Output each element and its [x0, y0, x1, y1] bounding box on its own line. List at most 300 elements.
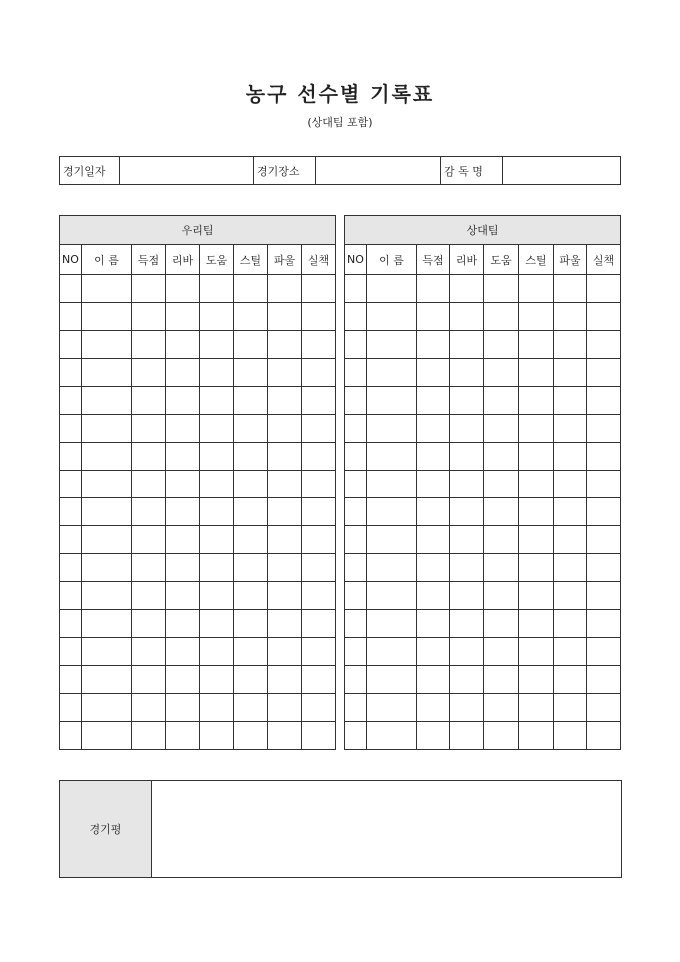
stat-cell[interactable]	[200, 386, 234, 414]
table-row	[60, 610, 336, 638]
stat-cell[interactable]	[200, 694, 234, 722]
stat-cell[interactable]	[519, 386, 554, 414]
table-row	[60, 414, 336, 442]
stat-cell[interactable]	[587, 582, 621, 610]
stat-cell[interactable]	[302, 554, 336, 582]
stat-cell[interactable]	[166, 414, 200, 442]
stat-cell[interactable]	[484, 414, 519, 442]
stat-cell[interactable]	[587, 442, 621, 470]
stat-cell[interactable]	[268, 721, 302, 749]
table-row	[60, 666, 336, 694]
column-header-turnovers: 실책	[587, 245, 621, 274]
stat-cell[interactable]	[554, 582, 587, 610]
stat-cell[interactable]	[302, 721, 336, 749]
stat-cell[interactable]	[417, 498, 450, 526]
stat-cell[interactable]	[417, 582, 450, 610]
stat-cell[interactable]	[268, 526, 302, 554]
table-row	[345, 358, 621, 386]
stat-cell[interactable]	[166, 638, 200, 666]
stat-cell[interactable]	[367, 666, 417, 694]
stat-cell[interactable]	[60, 582, 82, 610]
stat-cell[interactable]	[82, 470, 132, 498]
stat-cell[interactable]	[554, 666, 587, 694]
stat-cell[interactable]	[60, 666, 82, 694]
stat-cell[interactable]	[484, 666, 519, 694]
stat-cell[interactable]	[200, 638, 234, 666]
stat-cell[interactable]	[82, 302, 132, 330]
stat-cell[interactable]	[519, 666, 554, 694]
stat-cell[interactable]	[587, 638, 621, 666]
stat-cell[interactable]	[554, 694, 587, 722]
stat-cell[interactable]	[166, 582, 200, 610]
stat-cell[interactable]	[200, 610, 234, 638]
stat-cell[interactable]	[302, 442, 336, 470]
stat-cell[interactable]	[345, 330, 367, 358]
stat-cell[interactable]	[166, 721, 200, 749]
stat-cell[interactable]	[367, 442, 417, 470]
stat-cell[interactable]	[60, 694, 82, 722]
stat-cell[interactable]	[519, 554, 554, 582]
page-title: 농구 선수별 기록표	[245, 82, 435, 106]
stat-cell[interactable]	[234, 610, 268, 638]
stat-cell[interactable]	[484, 358, 519, 386]
stat-cell[interactable]	[554, 442, 587, 470]
column-header-fouls: 파울	[554, 245, 587, 274]
stat-cell[interactable]	[450, 582, 484, 610]
stat-cell[interactable]	[132, 694, 166, 722]
stat-cell[interactable]	[82, 582, 132, 610]
stat-cell[interactable]	[345, 666, 367, 694]
stat-cell[interactable]	[417, 694, 450, 722]
stat-cell[interactable]	[587, 526, 621, 554]
table-row	[345, 582, 621, 610]
stat-cell[interactable]	[302, 358, 336, 386]
stat-cell[interactable]	[166, 694, 200, 722]
stat-cell[interactable]	[554, 721, 587, 749]
stat-cell[interactable]	[166, 666, 200, 694]
stat-cell[interactable]	[554, 498, 587, 526]
stat-cell[interactable]	[82, 386, 132, 414]
stat-cell[interactable]	[132, 721, 166, 749]
stat-cell[interactable]	[60, 330, 82, 358]
coach-name-field[interactable]	[503, 157, 621, 185]
stat-cell[interactable]	[234, 554, 268, 582]
stat-cell[interactable]	[417, 330, 450, 358]
stat-cell[interactable]	[450, 442, 484, 470]
stat-cell[interactable]	[345, 302, 367, 330]
stat-cell[interactable]	[200, 470, 234, 498]
stat-cell[interactable]	[302, 470, 336, 498]
stat-cell[interactable]	[587, 721, 621, 749]
stat-cell[interactable]	[417, 470, 450, 498]
stat-cell[interactable]	[367, 638, 417, 666]
stat-cell[interactable]	[519, 610, 554, 638]
stat-cell[interactable]	[417, 386, 450, 414]
stat-cell[interactable]	[200, 498, 234, 526]
stat-cell[interactable]	[345, 358, 367, 386]
stat-cell[interactable]	[302, 414, 336, 442]
game-review-label: 경기평	[60, 781, 152, 878]
stat-cell[interactable]	[450, 470, 484, 498]
stat-cell[interactable]	[554, 554, 587, 582]
stat-cell[interactable]	[268, 358, 302, 386]
stat-cell[interactable]	[200, 330, 234, 358]
stat-cell[interactable]	[587, 414, 621, 442]
stat-cell[interactable]	[554, 274, 587, 302]
stat-cell[interactable]	[450, 414, 484, 442]
stat-cell[interactable]	[302, 386, 336, 414]
stat-cell[interactable]	[417, 442, 450, 470]
stat-cell[interactable]	[234, 638, 268, 666]
table-row	[60, 274, 336, 302]
stat-cell[interactable]	[367, 358, 417, 386]
stat-cell[interactable]	[554, 526, 587, 554]
stat-cell[interactable]	[450, 554, 484, 582]
stat-cell[interactable]	[132, 554, 166, 582]
stat-cell[interactable]	[484, 470, 519, 498]
stat-cell[interactable]	[587, 470, 621, 498]
stat-cell[interactable]	[484, 638, 519, 666]
stat-cell[interactable]	[519, 414, 554, 442]
stat-cell[interactable]	[60, 498, 82, 526]
stat-cell[interactable]	[554, 386, 587, 414]
stat-cell[interactable]	[484, 526, 519, 554]
stat-cell[interactable]	[345, 638, 367, 666]
stat-cell[interactable]	[417, 274, 450, 302]
stat-cell[interactable]	[519, 358, 554, 386]
stat-cell[interactable]	[450, 638, 484, 666]
stat-cell[interactable]	[450, 274, 484, 302]
stat-cell[interactable]	[587, 694, 621, 722]
stat-cell[interactable]	[345, 610, 367, 638]
stat-cell[interactable]	[132, 442, 166, 470]
stat-cell[interactable]	[82, 610, 132, 638]
stat-cell[interactable]	[484, 302, 519, 330]
stat-cell[interactable]	[417, 721, 450, 749]
stat-cell[interactable]	[450, 302, 484, 330]
table-row	[345, 721, 621, 749]
table-row	[345, 666, 621, 694]
stat-cell[interactable]	[367, 470, 417, 498]
stat-cell[interactable]	[82, 414, 132, 442]
stat-cell[interactable]	[200, 274, 234, 302]
stat-cell[interactable]	[554, 638, 587, 666]
stat-cell[interactable]	[367, 694, 417, 722]
stat-cell[interactable]	[450, 330, 484, 358]
stat-cell[interactable]	[268, 666, 302, 694]
stat-cell[interactable]	[234, 666, 268, 694]
stat-cell[interactable]	[554, 330, 587, 358]
stat-cell[interactable]	[132, 582, 166, 610]
stat-cell[interactable]	[82, 330, 132, 358]
stat-cell[interactable]	[200, 666, 234, 694]
stat-cell[interactable]	[519, 694, 554, 722]
stat-cell[interactable]	[268, 302, 302, 330]
stat-cell[interactable]	[234, 274, 268, 302]
stat-cell[interactable]	[268, 386, 302, 414]
stat-cell[interactable]	[417, 638, 450, 666]
table-row	[60, 302, 336, 330]
stat-cell[interactable]	[82, 554, 132, 582]
stat-cell[interactable]	[417, 358, 450, 386]
stat-cell[interactable]	[417, 414, 450, 442]
stat-cell[interactable]	[132, 526, 166, 554]
stat-cell[interactable]	[367, 330, 417, 358]
stat-cell[interactable]	[417, 610, 450, 638]
stat-cell[interactable]	[484, 274, 519, 302]
stat-cell[interactable]	[519, 526, 554, 554]
stat-cell[interactable]	[82, 721, 132, 749]
stat-cell[interactable]	[132, 610, 166, 638]
stat-cell[interactable]	[302, 582, 336, 610]
stat-cell[interactable]	[587, 274, 621, 302]
stat-cell[interactable]	[166, 442, 200, 470]
stat-cell[interactable]	[367, 582, 417, 610]
stat-cell[interactable]	[519, 470, 554, 498]
stat-cell[interactable]	[60, 610, 82, 638]
stat-cell[interactable]	[60, 274, 82, 302]
stat-cell[interactable]	[82, 638, 132, 666]
stat-cell[interactable]	[302, 330, 336, 358]
stat-cell[interactable]	[587, 554, 621, 582]
stat-cell[interactable]	[484, 582, 519, 610]
stat-cell[interactable]	[554, 470, 587, 498]
stat-cell[interactable]	[60, 526, 82, 554]
stat-cell[interactable]	[268, 330, 302, 358]
stat-cell[interactable]	[587, 498, 621, 526]
stat-cell[interactable]	[234, 386, 268, 414]
stat-cell[interactable]	[345, 582, 367, 610]
stat-cell[interactable]	[302, 638, 336, 666]
stat-cell[interactable]	[234, 526, 268, 554]
stat-cell[interactable]	[200, 358, 234, 386]
stat-cell[interactable]	[367, 302, 417, 330]
table-row	[60, 442, 336, 470]
stat-cell[interactable]	[60, 414, 82, 442]
stat-cell[interactable]	[302, 274, 336, 302]
stat-cell[interactable]	[484, 498, 519, 526]
stat-cell[interactable]	[484, 330, 519, 358]
stat-cell[interactable]	[450, 386, 484, 414]
stat-cell[interactable]	[345, 442, 367, 470]
stat-cell[interactable]	[484, 554, 519, 582]
stat-cell[interactable]	[302, 526, 336, 554]
stat-cell[interactable]	[367, 274, 417, 302]
stat-cell[interactable]	[200, 414, 234, 442]
stat-cell[interactable]	[234, 414, 268, 442]
stat-cell[interactable]	[554, 610, 587, 638]
table-row	[345, 470, 621, 498]
stat-cell[interactable]	[132, 414, 166, 442]
table-row	[345, 610, 621, 638]
stat-cell[interactable]	[519, 274, 554, 302]
table-row	[60, 638, 336, 666]
stat-cell[interactable]	[554, 358, 587, 386]
stat-cell[interactable]	[132, 302, 166, 330]
stat-cell[interactable]	[82, 358, 132, 386]
stat-cell[interactable]	[345, 526, 367, 554]
stat-cell[interactable]	[484, 721, 519, 749]
stat-cell[interactable]	[417, 302, 450, 330]
stat-cell[interactable]	[200, 526, 234, 554]
stat-cell[interactable]	[302, 666, 336, 694]
stat-cell[interactable]	[484, 610, 519, 638]
stat-cell[interactable]	[587, 302, 621, 330]
stat-cell[interactable]	[587, 330, 621, 358]
stat-cell[interactable]	[450, 694, 484, 722]
table-row	[345, 274, 621, 302]
stat-cell[interactable]	[268, 442, 302, 470]
stat-cell[interactable]	[234, 442, 268, 470]
stat-cell[interactable]	[450, 666, 484, 694]
stat-cell[interactable]	[554, 414, 587, 442]
stat-cell[interactable]	[345, 414, 367, 442]
stat-cell[interactable]	[450, 358, 484, 386]
stat-cell[interactable]	[82, 694, 132, 722]
table-row	[60, 470, 336, 498]
stat-cell[interactable]	[234, 582, 268, 610]
stat-cell[interactable]	[60, 386, 82, 414]
stat-cell[interactable]	[234, 358, 268, 386]
stat-cell[interactable]	[60, 358, 82, 386]
stat-cell[interactable]	[417, 554, 450, 582]
stat-cell[interactable]	[132, 358, 166, 386]
stat-cell[interactable]	[82, 498, 132, 526]
stat-cell[interactable]	[234, 302, 268, 330]
stat-cell[interactable]	[132, 666, 166, 694]
stat-cell[interactable]	[519, 498, 554, 526]
stat-cell[interactable]	[367, 498, 417, 526]
column-header-no: NO	[345, 245, 367, 274]
stat-cell[interactable]	[82, 666, 132, 694]
stat-cell[interactable]	[367, 554, 417, 582]
stat-cell[interactable]	[234, 498, 268, 526]
stat-cell[interactable]	[450, 498, 484, 526]
stat-cell[interactable]	[60, 470, 82, 498]
stat-cell[interactable]	[166, 358, 200, 386]
stat-cell[interactable]	[234, 470, 268, 498]
stat-cell[interactable]	[519, 582, 554, 610]
stat-cell[interactable]	[587, 666, 621, 694]
stat-cell[interactable]	[268, 470, 302, 498]
stat-cell[interactable]	[166, 470, 200, 498]
table-row	[60, 526, 336, 554]
stat-cell[interactable]	[268, 554, 302, 582]
stat-cell[interactable]	[367, 526, 417, 554]
stat-cell[interactable]	[60, 721, 82, 749]
stat-cell[interactable]	[268, 638, 302, 666]
stat-cell[interactable]	[82, 442, 132, 470]
stat-cell[interactable]	[302, 302, 336, 330]
stat-cell[interactable]	[268, 498, 302, 526]
stat-cell[interactable]	[450, 526, 484, 554]
stat-cell[interactable]	[200, 582, 234, 610]
stat-cell[interactable]	[60, 302, 82, 330]
stat-cell[interactable]	[450, 610, 484, 638]
stat-cell[interactable]	[417, 666, 450, 694]
stat-cell[interactable]	[484, 694, 519, 722]
stat-cell[interactable]	[166, 554, 200, 582]
stat-cell[interactable]	[166, 498, 200, 526]
stat-cell[interactable]	[60, 638, 82, 666]
stat-cell[interactable]	[367, 610, 417, 638]
table-row	[345, 386, 621, 414]
stat-cell[interactable]	[166, 610, 200, 638]
stat-cell[interactable]	[417, 526, 450, 554]
stat-cell[interactable]	[345, 470, 367, 498]
stat-cell[interactable]	[519, 330, 554, 358]
stat-cell[interactable]	[132, 386, 166, 414]
stat-cell[interactable]	[268, 414, 302, 442]
stat-cell[interactable]	[166, 302, 200, 330]
game-review-field[interactable]	[152, 781, 622, 878]
stat-cell[interactable]	[587, 610, 621, 638]
stat-cell[interactable]	[166, 386, 200, 414]
stat-cell[interactable]	[302, 498, 336, 526]
stat-cell[interactable]	[519, 302, 554, 330]
stat-cell[interactable]	[345, 498, 367, 526]
stat-cell[interactable]	[484, 386, 519, 414]
opponent-team-table	[344, 215, 621, 750]
stat-cell[interactable]	[345, 694, 367, 722]
stat-cell[interactable]	[268, 610, 302, 638]
stat-cell[interactable]	[345, 274, 367, 302]
stat-cell[interactable]	[132, 470, 166, 498]
stat-cell[interactable]	[367, 414, 417, 442]
stat-cell[interactable]	[60, 554, 82, 582]
stat-cell[interactable]	[450, 721, 484, 749]
stat-cell[interactable]	[200, 302, 234, 330]
stat-cell[interactable]	[484, 442, 519, 470]
stat-cell[interactable]	[367, 721, 417, 749]
stat-cell[interactable]	[519, 638, 554, 666]
match-date-field[interactable]	[120, 157, 254, 185]
stat-cell[interactable]	[132, 498, 166, 526]
stat-cell[interactable]	[166, 330, 200, 358]
stat-cell[interactable]	[587, 386, 621, 414]
stat-cell[interactable]	[200, 442, 234, 470]
stat-cell[interactable]	[60, 442, 82, 470]
stat-cell[interactable]	[367, 386, 417, 414]
stat-cell[interactable]	[302, 610, 336, 638]
stat-cell[interactable]	[268, 274, 302, 302]
stat-cell[interactable]	[345, 721, 367, 749]
stat-cell[interactable]	[200, 721, 234, 749]
stat-cell[interactable]	[132, 330, 166, 358]
stat-cell[interactable]	[82, 274, 132, 302]
stat-cell[interactable]	[519, 442, 554, 470]
stat-cell[interactable]	[82, 526, 132, 554]
stat-cell[interactable]	[302, 694, 336, 722]
stat-cell[interactable]	[554, 302, 587, 330]
stat-cell[interactable]	[234, 694, 268, 722]
stat-cell[interactable]	[268, 694, 302, 722]
stat-cell[interactable]	[587, 358, 621, 386]
stat-cell[interactable]	[200, 554, 234, 582]
stat-cell[interactable]	[234, 721, 268, 749]
stat-cell[interactable]	[132, 274, 166, 302]
stat-cell[interactable]	[166, 526, 200, 554]
match-place-field[interactable]	[316, 157, 441, 185]
table-row	[345, 638, 621, 666]
stat-cell[interactable]	[234, 330, 268, 358]
stat-cell[interactable]	[519, 721, 554, 749]
stat-cell[interactable]	[345, 554, 367, 582]
stat-cell[interactable]	[132, 638, 166, 666]
stat-cell[interactable]	[268, 582, 302, 610]
stat-cell[interactable]	[345, 386, 367, 414]
stat-cell[interactable]	[166, 274, 200, 302]
